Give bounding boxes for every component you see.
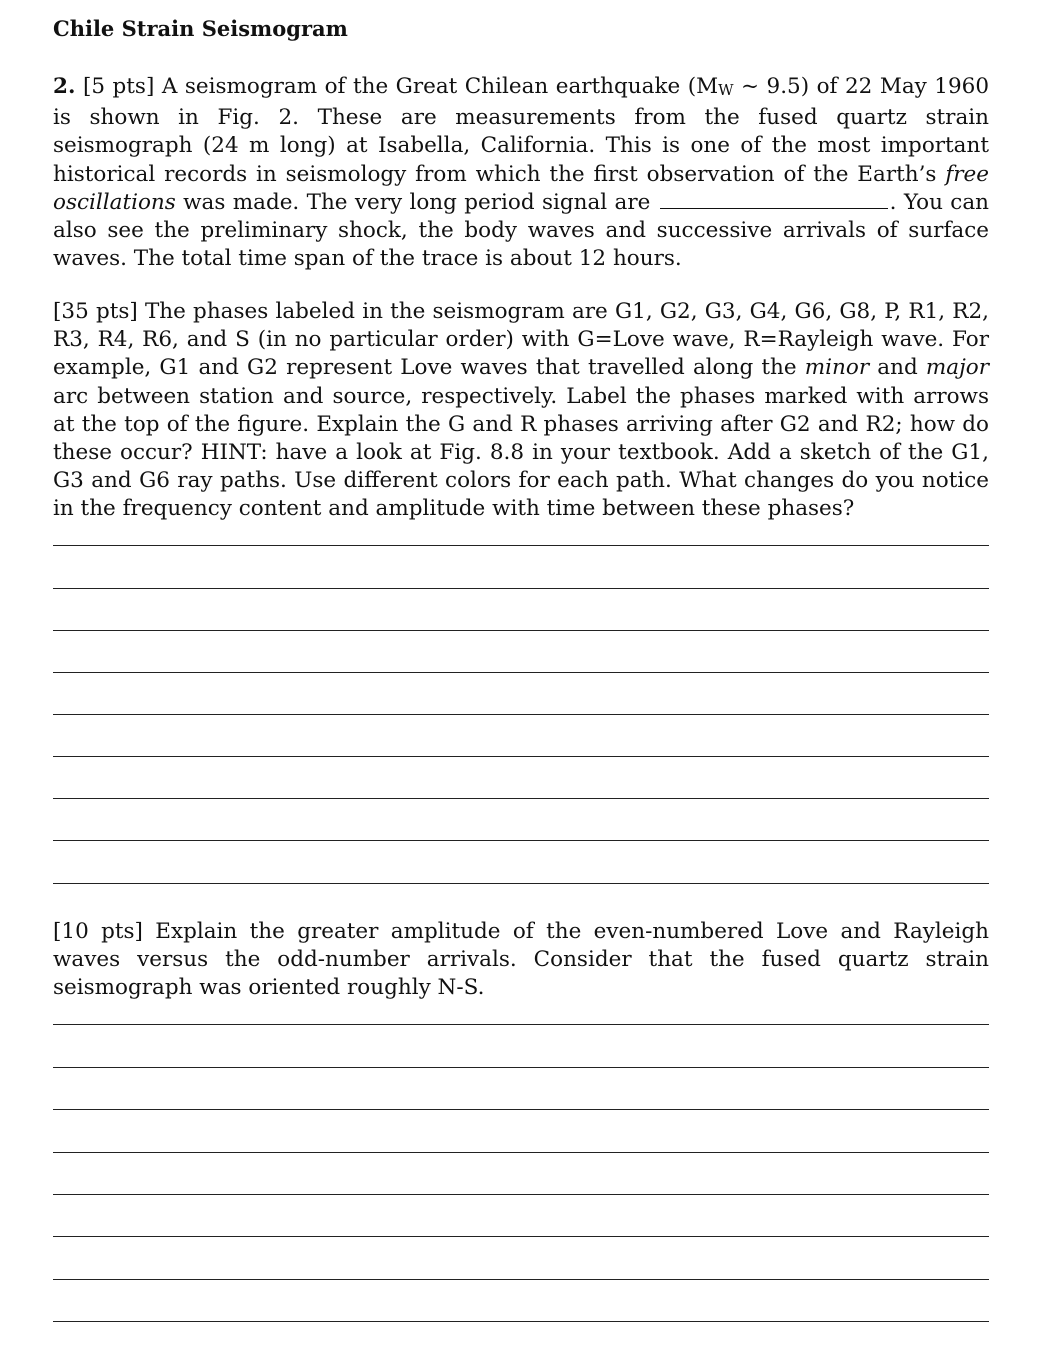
question-points: [5 pts] xyxy=(82,74,155,99)
question-2-text-c: was made. The very long period signal are xyxy=(175,189,658,215)
answer-line[interactable] xyxy=(53,545,989,546)
answer-line[interactable] xyxy=(53,714,989,715)
answer-line[interactable] xyxy=(53,1067,989,1068)
answer-line[interactable] xyxy=(53,883,989,884)
answer-line[interactable] xyxy=(53,840,989,841)
answer-line[interactable] xyxy=(53,630,989,631)
answer-line[interactable] xyxy=(53,672,989,673)
answer-line[interactable] xyxy=(53,798,989,799)
answer-line[interactable] xyxy=(53,1321,989,1322)
free-oscillations-term: free oscillations xyxy=(53,161,989,215)
part-35-paragraph xyxy=(53,298,989,524)
page-title: Chile Strain Seismogram xyxy=(53,16,348,41)
part-35-text-a: [35 pts] The phases labeled in the seismogram are G1, G2, G3, G4, G6, G8, P, R1, R2, R3, R4, R6, and S (in no particular order) with G=Love wave, R=Rayleigh wave. For example, G1 and G2 represent Love waves that travelled along the xyxy=(53,299,989,381)
major-arc-term: major xyxy=(925,355,989,381)
question-2-text-d: . You can also see the preliminary shock, the body waves and successive arrivals of surface waves. The total time span of the trace is about 12 hours. xyxy=(53,189,989,272)
answer-line[interactable] xyxy=(53,1236,989,1237)
answer-line[interactable] xyxy=(53,1279,989,1280)
question-2-paragraph xyxy=(53,73,989,273)
magnitude-subscript: W xyxy=(718,81,734,99)
answer-line[interactable] xyxy=(53,1152,989,1153)
question-2-text-b: ~ 9.5) of 22 May 1960 is shown in Fig. 2. These are measurements from the fused quartz strain seismograph (24 m long) at Isabella, California. This is one of the most important historical records in seismology from which the first observation of the Earth’s xyxy=(53,74,990,187)
question-2-text-a: A seismogram of the Great Chilean earthquake (M xyxy=(161,74,719,99)
part-35-text-b: arc between station and source, respectively. Label the phases marked with arrows at the top of the figure. Explain the G and R phases arriving after G2 and R2; how do these occur? HINT: have a look at Fig. 8.8 in your textbook. Add a sketch of the G1, G3 and G6 ray paths. Use different colors for each path. What changes do you notice in the frequency content and amplitude with time between these phases? xyxy=(53,383,989,522)
answer-line[interactable] xyxy=(53,1109,989,1110)
question-number: 2. xyxy=(53,74,76,99)
answer-line[interactable] xyxy=(53,756,989,757)
part-35-text-and: and xyxy=(869,355,926,381)
fill-in-blank[interactable] xyxy=(660,190,888,209)
answer-line[interactable] xyxy=(53,588,989,589)
minor-arc-term: minor xyxy=(804,355,870,381)
answer-line[interactable] xyxy=(53,1194,989,1195)
answer-line[interactable] xyxy=(53,1024,989,1025)
part-10-paragraph: [10 pts] Explain the greater amplitude of the even-numbered Love and Rayleigh waves versus the odd-number arrivals. Consider that the fused quartz strain seismograph was oriented roughly N-S. xyxy=(53,919,989,1001)
